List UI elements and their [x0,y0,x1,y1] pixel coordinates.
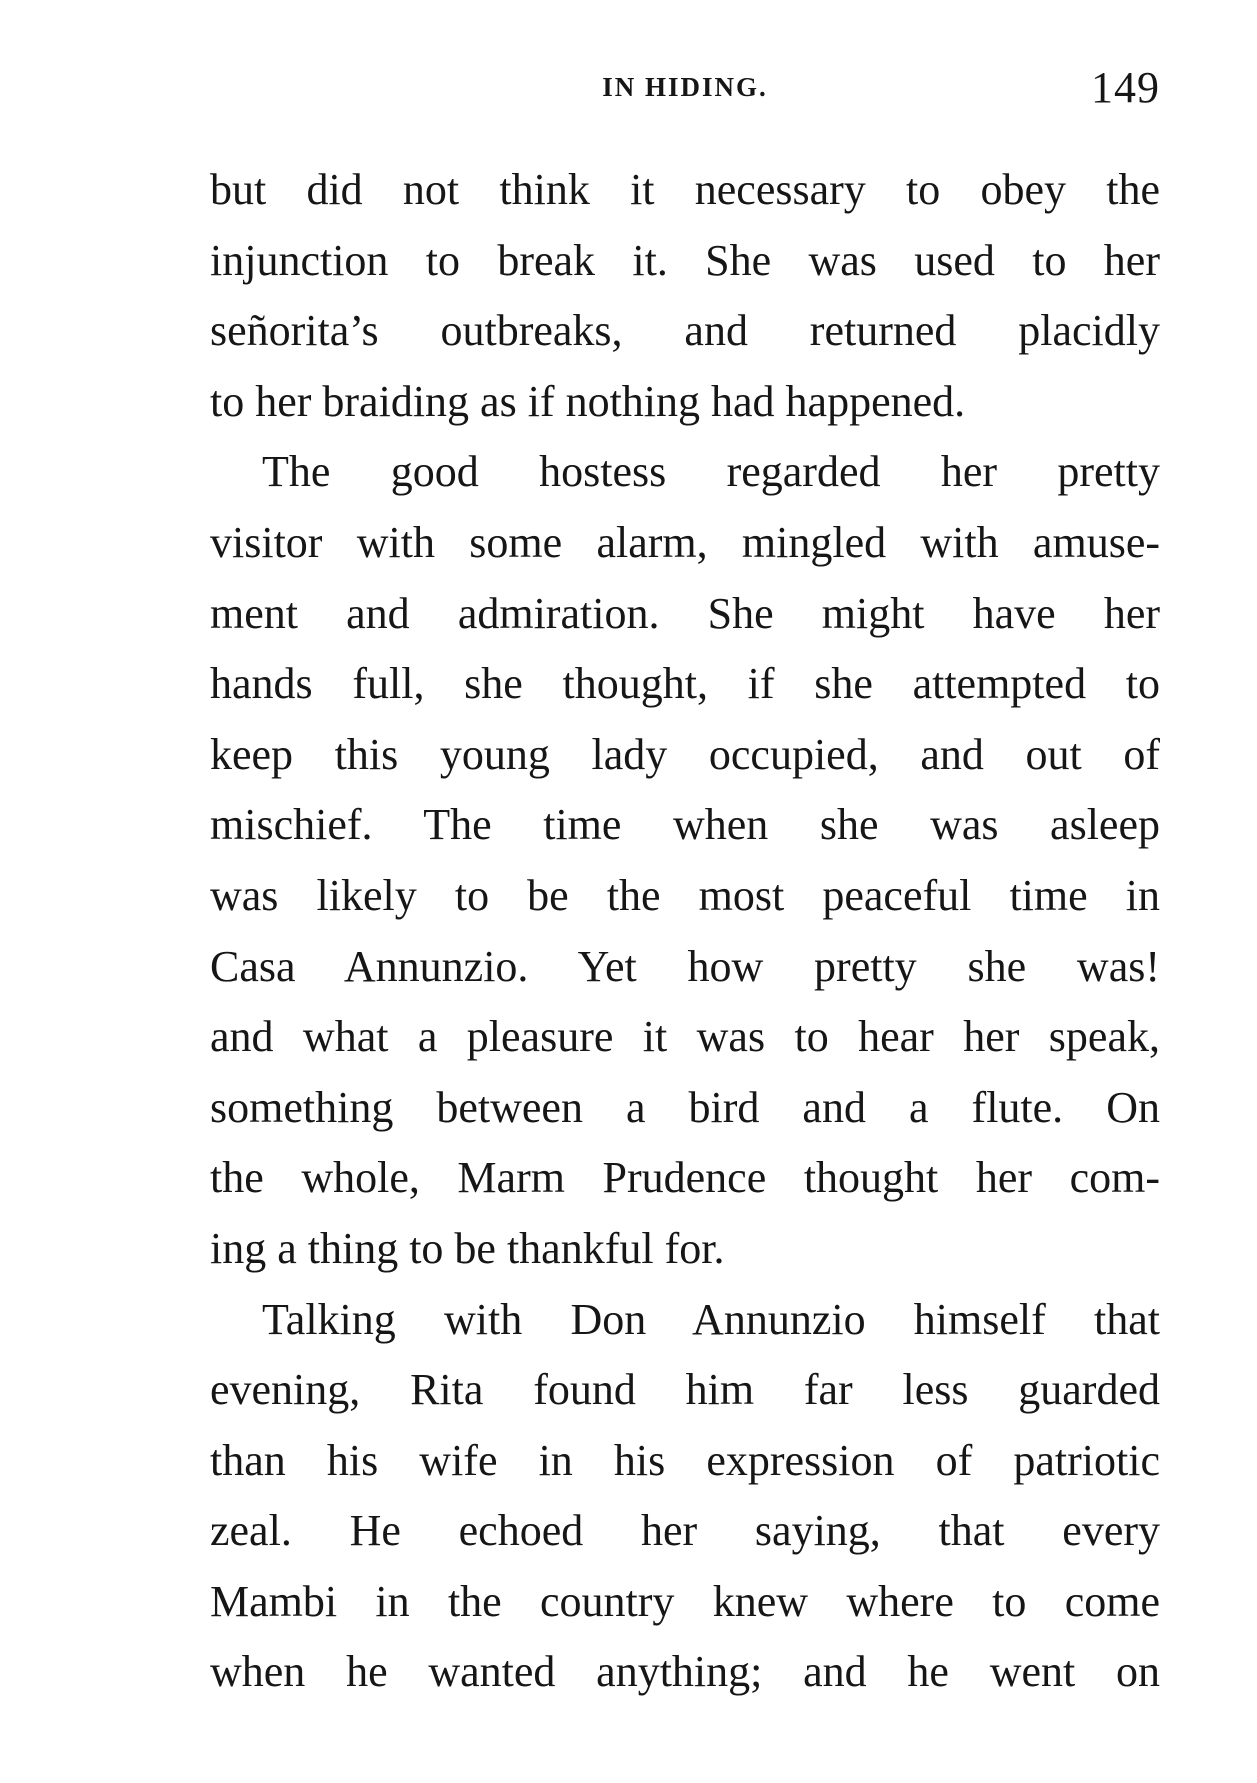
page-number: 149 [1091,63,1160,112]
text-line: but did not think it necessary to obey the [210,165,1160,214]
text-line: something between a bird and a flute. On [210,1082,1160,1132]
text-line: was likely to be the most peaceful time in [210,870,1160,920]
running-head [210,62,1160,122]
text-line: visitor with some alarm, mingled with amuse- [210,517,1160,567]
text-line: to her braiding as if nothing had happened. [210,376,966,426]
text-line: Mambi in the country knew where to come [210,1576,1160,1626]
text-line: ing a thing to be thankful for. [210,1223,725,1273]
text-line: mischief. The time when she was asleep [210,800,1160,850]
text-line: injunction to break it. She was used to her [210,235,1160,285]
running-title: IN HIDING. [602,72,768,102]
text-line: the whole, Marm Prudence thought her com- [210,1153,1160,1203]
text-line: Talking with Don Annunzio himself that [262,1294,1160,1344]
body-text [210,155,1160,1708]
text-line: The good hostess regarded her pretty [262,447,1160,497]
text-line: evening, Rita found him far less guarded [210,1365,1160,1415]
text-line: when he wanted anything; and he went on [210,1647,1160,1697]
text-line: keep this young lady occupied, and out of [210,729,1160,779]
text-line: than his wife in his expression of patriotic [210,1435,1160,1485]
text-line: zeal. He echoed her saying, that every [210,1506,1160,1556]
text-line: ment and admiration. She might have her [210,588,1160,638]
text-line: hands full, she thought, if she attempted to [210,659,1160,709]
text-line: señorita’s outbreaks, and returned placidly [210,306,1160,356]
text-line: and what a pleasure it was to hear her speak, [210,1012,1160,1062]
text-line: Casa Annunzio. Yet how pretty she was! [210,941,1160,991]
